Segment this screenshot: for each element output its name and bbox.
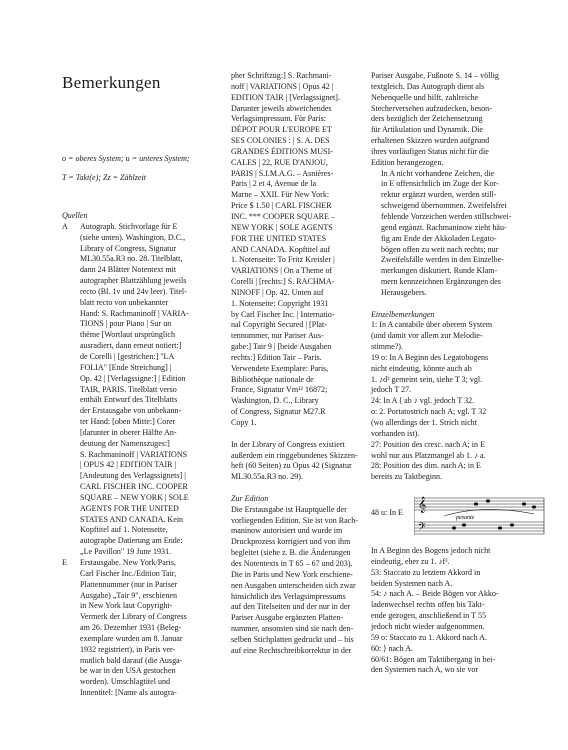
text-line: CALES | 22, RUE D'ANJOU, xyxy=(231,157,328,167)
text-line: 1. Notenseite: Copyright 1931 xyxy=(231,298,329,308)
text-line: mern kennzeichnen Ergänzungen des xyxy=(381,277,501,287)
text-line: in E offensichtlich im Zuge der Kor- xyxy=(381,179,499,189)
text-line: Ausgabe) „Tair 9", erschienen xyxy=(80,590,178,600)
text-line: INC. *** COOPER SQUARE – xyxy=(231,211,335,221)
column-3 xyxy=(371,71,521,676)
text-line: Stecherversehen aufzudecken, beson- xyxy=(371,103,492,113)
text-line: noff | VARIATIONS | Opus 42 | xyxy=(231,81,334,91)
text-line: selben Stichplatten gedruckt und – bis xyxy=(231,634,354,644)
text-line: recto (Bl. 1v und 24v leer). Titel- xyxy=(80,286,187,296)
source-e-text xyxy=(80,558,228,699)
text-line: für Artikulation und Dynamik. Die xyxy=(371,125,483,135)
text-line: 1932 registriert), in Paris ver- xyxy=(80,644,176,654)
text-line: S. Rachmaninoff | VARIATIONS xyxy=(80,449,188,459)
text-line: enthält Entwurf des Titelblatts xyxy=(80,395,178,405)
text-line: STATES AND CANADA. Kein xyxy=(80,514,184,524)
text-line: thème [Wortlaut ursprünglich xyxy=(80,330,175,340)
text-line: Copy 1. xyxy=(231,418,257,427)
edition-title: Zur Edition xyxy=(231,493,269,503)
abbreviation-line: o = oberes System; u = unteres System; xyxy=(62,154,190,164)
text-line: Vermerk der Library of Congress xyxy=(80,612,187,622)
text-line: Autograph. Stichvorlage für E xyxy=(80,221,178,231)
text-line: Pariser Ausgabe ergänzten Platten- xyxy=(231,613,344,623)
text-line: blatt recto von unbekannter xyxy=(80,297,169,307)
text-line: 60: ⟩ nach A. xyxy=(371,643,414,653)
text-line: SQUARE – NEW YORK | SOLE xyxy=(80,492,189,502)
treble-clef-icon: 𝄞 xyxy=(418,498,427,514)
text-line: (und damit vor allem zur Melodie- xyxy=(371,331,483,341)
text-line: Zweifelsfälle werden in den Einzelbe- xyxy=(381,255,504,265)
text-line: des Notentexts in T 65 – 67 und 203). xyxy=(231,558,353,568)
text-line: Pariser Ausgabe, Fußnote S. 14 – völlig xyxy=(371,71,499,80)
text-line: dann 24 Blätter Notentext mit xyxy=(80,265,177,275)
text-line: Carl Fischer Inc./Edition Tair, xyxy=(80,568,177,578)
text-line: merkungen diskutiert. Runde Klam- xyxy=(381,266,498,276)
text-line: deutung der Namenszuges:] xyxy=(80,438,170,448)
text-line: nummer, ansonsten sind sie nach den- xyxy=(231,624,354,634)
text-line: (siehe unten). Washington, D.C., xyxy=(80,232,186,242)
text-line: 19 o: In A Beginn des Legatobogens xyxy=(371,352,489,362)
text-line: Verlagsimpressum. Für Paris: xyxy=(231,114,326,124)
text-line: gabe:] Tair 9 | [beide Ausgaben xyxy=(231,342,332,352)
text-line: TAIR, PARIS. Titelblatt verso xyxy=(80,384,177,394)
text-line: France, Signatur Vm¹² 16872; xyxy=(231,385,328,395)
text-line: ladenwechsel rechts offen bis Takt- xyxy=(371,600,485,610)
text-line: jedoch nicht wieder aufgenommen. xyxy=(371,621,485,631)
text-line: Erstausgabe. New York/Paris, xyxy=(80,558,176,567)
text-line: ende gezogen, anschließend in T 55 xyxy=(371,611,487,621)
text-line: Corelli | [rechts:] S. RACHMA- xyxy=(231,277,335,287)
text-line: EDITION TAIR | [Verlagssignet]. xyxy=(231,92,340,102)
text-line: 1. ♪d³ gemeint sein, siehe T 3; vgl. xyxy=(371,374,483,384)
text-line: nen Ausgaben unterscheiden sich zwar xyxy=(231,580,356,590)
source-e-continued xyxy=(231,71,371,429)
text-line: Innentitel: [Name als autogra- xyxy=(80,688,177,698)
text-line: schweigend übernommen. Zweifelsfrei xyxy=(381,201,507,211)
text-line: Edition herangezogen. xyxy=(371,157,444,167)
text-line: ML30.55a.R3 no. 28. Titelblatt, xyxy=(80,254,183,264)
text-line: ausradiert, dann erneut notiert:] xyxy=(80,341,182,351)
text-line: Kopftitel auf 1. Notenseite, xyxy=(80,525,168,535)
text-line: In A Beginn des Bogens jedoch nicht xyxy=(371,546,491,556)
text-line: tennummer, nur Pariser Aus- xyxy=(231,331,324,341)
music-marking: pesante xyxy=(456,515,475,522)
edition-paragraph xyxy=(231,505,371,657)
text-line: 59 o: Staccato zu 1. Akkord nach A. xyxy=(371,632,487,642)
text-line: AND CANADA. Kopftitel auf xyxy=(231,244,331,254)
text-line: 24: In A ⟨ ab ♪ vgl. jedoch T 32. xyxy=(371,396,475,406)
source-a-letter: A xyxy=(62,221,68,231)
text-line: fehlende Vorzeichen werden stillschwei- xyxy=(381,211,512,221)
column-2 xyxy=(231,71,371,657)
text-line: Druckprozess korrigiert und von ihm xyxy=(231,537,351,547)
text-line: auf eine Rechtschreibkorrektur in der xyxy=(231,645,352,655)
text-line: der Erstausgabe von unbekann- xyxy=(80,406,182,416)
text-line: stimme?). xyxy=(371,342,403,352)
text-line: be war in den USA gestochen xyxy=(80,666,176,676)
text-line: außerdem ein ringgebundenes Skizzen- xyxy=(231,450,358,460)
text-line: Die Erstausgabe ist Hauptquelle der xyxy=(231,504,347,514)
text-line: autographer Blattzählung jeweils xyxy=(80,276,187,286)
text-line: heft (60 Seiten) zu Opus 42 (Signatur xyxy=(231,461,352,471)
text-line: 28: Position des dim. nach A; in E xyxy=(371,461,481,471)
signs-paragraph xyxy=(371,169,521,299)
text-line: by Carl Fischer Inc. | Internatio- xyxy=(231,309,335,319)
abbreviation-line: T = Takt(e); Zz = Zählzeit xyxy=(62,172,146,182)
text-line: ihres vorläufigen Status nicht für die xyxy=(371,146,489,156)
text-line: wohl nur aus Platzmangel ab 1. ♪ a. xyxy=(371,450,486,460)
bass-clef-icon: 𝄢 xyxy=(418,521,426,536)
source-a-text xyxy=(80,222,228,558)
text-line: Library of Congress, Signatur xyxy=(80,243,177,253)
text-line: PARIS | S.I.M.A.G. – Asnières- xyxy=(231,168,334,178)
text-line: [Andeutung des Verlagssignets] | xyxy=(80,471,186,481)
text-line: gend ergänzt. Rachmaninow zieht häu- xyxy=(381,222,507,232)
text-line: vorhanden ist). xyxy=(371,428,420,438)
text-line: ML30.55a.R3 no. 29). xyxy=(231,472,303,482)
text-line: 27: Position des cresc. nach A; in E xyxy=(371,439,485,449)
column-1 xyxy=(62,211,228,699)
text-line: am 26. Dezember 1931 (Beleg- xyxy=(80,623,182,633)
text-line: ders bezüglich der Zeichensetzung xyxy=(371,114,483,124)
text-line: bögen offen zu weit nach rechts; nur xyxy=(381,244,499,254)
edition-paragraph-continued xyxy=(371,71,521,169)
sketchbook-paragraph xyxy=(231,440,371,483)
text-line: autographe Datierung am Ende: xyxy=(80,536,183,546)
text-line: [darunter in oberer Hälfte An- xyxy=(80,427,177,437)
details-title: Einzelbemerkungen xyxy=(371,309,435,319)
text-line: vorliegenden Edition. Sie ist von Rach- xyxy=(231,515,358,525)
text-line: Bibliothèque nationale de xyxy=(231,374,314,384)
text-line: 53: Staccato zu letztem Akkord in xyxy=(371,567,481,577)
text-line: fig am Ende der Akkoladen Legato- xyxy=(381,233,497,243)
text-line: 1: In A cantabile über oberem System xyxy=(371,320,493,330)
text-line: NINOFF | Op. 42. Unten auf xyxy=(231,287,324,297)
text-line: of Congress, Signatur M27.R xyxy=(231,407,326,417)
text-line: Plattennummer (nur in Pariser xyxy=(80,579,178,589)
remarks-list-continued xyxy=(371,546,521,676)
text-line: jedoch T 27. xyxy=(371,385,412,395)
text-line: auf den Titelseiten und der nur in der xyxy=(231,602,351,612)
text-line: bereits zu Taktbeginn. xyxy=(371,472,443,482)
text-line: nal Copyright Secured | [Plat- xyxy=(231,320,327,330)
text-line: de Corelli | [gestrichen:] "LA xyxy=(80,351,175,361)
text-line: o: 2. Portatostrich nach A; vgl. T 32 xyxy=(371,407,487,417)
source-e xyxy=(62,558,228,699)
text-line: VARIATIONS | On a Theme of xyxy=(231,266,333,276)
text-line: | OPUS 42 | EDITION TAIR | xyxy=(80,460,177,470)
text-line: FOLIA" [Ende Streichung] | xyxy=(80,362,172,372)
text-line: den Systemen nach A, wo sie vor xyxy=(371,665,479,675)
text-line: Washington, D. C., Library xyxy=(231,396,319,406)
text-line: NEW YORK | SOLE AGENTS xyxy=(231,222,333,232)
text-line: erhaltenen Skizzen wurden aufgrund xyxy=(371,136,490,146)
text-line: TIONS | pour Piano | Sur un xyxy=(80,319,172,329)
text-line: Nebenquelle und hilft, zahlreiche xyxy=(371,92,479,102)
text-line: worden). Umschlagtitel und xyxy=(80,677,171,687)
text-line: „Le Pavillon" 19 June 1931. xyxy=(80,547,172,557)
text-line: ter Hand: [oben Mitte:] Corer xyxy=(80,417,176,427)
text-line: beiden Systemen nach A. xyxy=(371,578,453,588)
text-line: Price $ 1.50 | CARL FISCHER xyxy=(231,201,332,211)
abbreviations xyxy=(62,146,222,192)
text-line: Herausgebers. xyxy=(381,287,427,297)
text-line: Marne – XXII. Für New York: xyxy=(231,190,330,200)
text-line: exemplare wurden am 8. Januar xyxy=(80,633,183,643)
text-line: mutlich bald darauf (die Ausga- xyxy=(80,655,183,665)
text-line: CARL FISCHER INC. COOPER xyxy=(80,482,188,492)
text-line: nicht eindeutig, könnte auch ab xyxy=(371,363,472,373)
text-line: Verwendete Exemplare: Paris, xyxy=(231,363,329,373)
text-line: AGENTS FOR THE UNITED xyxy=(80,503,179,513)
text-line: rechts:] Edition Tair – Paris. xyxy=(231,352,322,362)
text-line: In A nicht vorhandene Zeichen, die xyxy=(381,168,495,178)
text-line: maninow autorisiert und wurde im xyxy=(231,526,343,536)
text-line: hinsichtlich des Verlagsimpressums xyxy=(231,591,346,601)
source-a xyxy=(62,222,228,558)
text-line: Op. 42 | [Verlagssigne:] | Edition xyxy=(80,373,186,383)
text-line: rektur ergänzt wurden, werden still- xyxy=(381,190,497,200)
text-line: pher Schriftzug:] S. Rachmani- xyxy=(231,71,332,80)
text-line: 60/61: Bögen am Taktübergang in bei- xyxy=(371,654,496,664)
text-line: in New York laut Copyright- xyxy=(80,601,173,611)
text-line: SES COLONIES : | S. A. DES xyxy=(231,136,330,146)
remarks-list xyxy=(371,320,521,483)
text-line: eindeutig, eher zu 1. ♪f³. xyxy=(371,556,450,566)
text-line: Hand: S. Rachmaninoff | VARIA- xyxy=(80,308,189,318)
text-line: Paris | 2 et 4, Avenue de la xyxy=(231,179,317,189)
text-line: Darunter jeweils abweichendes xyxy=(231,103,332,113)
text-line: (wo allerdings der 1. Strich nicht xyxy=(371,418,477,427)
text-line: 54: ♪ nach A. – Beide Bögen vor Akko- xyxy=(371,589,499,599)
text-line: begleitet (siehe z. B. die Änderungen xyxy=(231,548,351,558)
text-line: GRANDES ÉDITIONS MUSI- xyxy=(231,146,333,156)
music-label: 48 u: In E xyxy=(371,508,403,518)
music-example xyxy=(371,490,521,542)
source-e-letter: E xyxy=(62,558,67,567)
text-line: Die in Paris und New York erschiene- xyxy=(231,569,353,579)
text-line: textgleich. Das Autograph dient als xyxy=(371,81,485,91)
text-line: 1. Notenseite: To Fritz Kreisler | xyxy=(231,255,335,265)
page-heading: Bemerkungen xyxy=(62,73,161,92)
text-line: FOR THE UNITED STATES xyxy=(231,233,327,243)
text-line: DÉPOT POUR L'EUROPE ET xyxy=(231,125,332,135)
sources-title: Quellen xyxy=(62,211,88,220)
music-staff xyxy=(414,490,554,542)
text-line: In der Library of Congress existiert xyxy=(231,439,345,449)
